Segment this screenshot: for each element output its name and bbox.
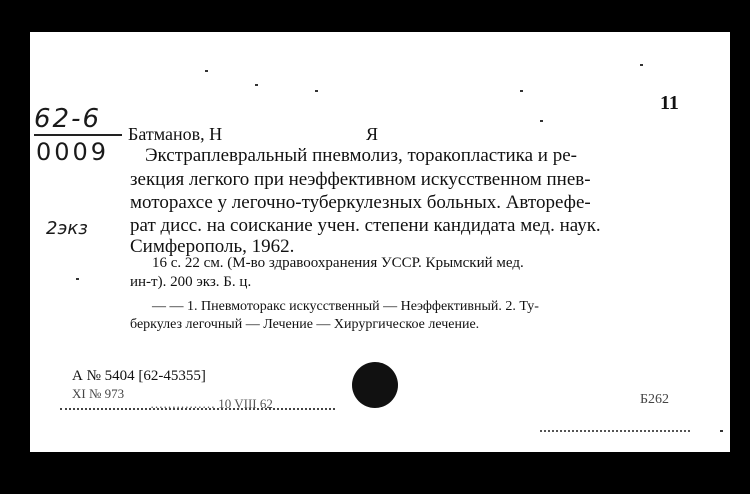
speck <box>540 120 543 122</box>
imprint-line-2: ин-т). 200 экз. Б. ц. <box>130 274 252 290</box>
margin-note: 2экз <box>46 218 88 239</box>
title-line-3: моторахсе у легочно-туберкулезных больных. Авторефе- <box>130 192 591 213</box>
title-line-1: Экстраплевральный пневмолиз, торакопластика и ре- <box>145 145 577 166</box>
title-line-2: зекция легкого при неэффективном искусственном пнев- <box>130 169 591 190</box>
class-mark: XI № 973 <box>72 386 125 401</box>
bottom-faded-line: …………… 10 VIII 62 <box>150 396 273 411</box>
ink-blot <box>352 362 398 408</box>
dotted-rule-right <box>540 430 690 432</box>
title-line-5: Симферополь, 1962. <box>130 236 295 257</box>
speck <box>205 70 208 72</box>
speck <box>255 84 258 86</box>
imprint-line-1: 16 с. 22 см. (М-во здравоохранения УССР. Крымский мед. <box>152 255 524 271</box>
shelf-mark-bottom: 0009 <box>36 138 110 166</box>
title-line-4: рат дисс. на соискание учен. степени кандидата мед. наук. <box>130 215 601 236</box>
shelf-mark-top: 62-6 <box>34 104 102 134</box>
speck <box>315 90 318 92</box>
dotted-rule <box>60 408 335 410</box>
speck <box>520 90 523 92</box>
author: Батманов, Н <box>128 124 223 144</box>
accession-number: А № 5404 [62-45355] <box>72 368 206 384</box>
speck <box>76 278 79 280</box>
author-initial: Я <box>366 124 379 144</box>
speck <box>720 430 723 432</box>
corner-mark: Б262 <box>640 392 670 407</box>
underline-mark <box>34 134 122 136</box>
subjects-line-1: — — 1. Пневмоторакс искусственный — Неэффективный. 2. Ту- <box>152 299 539 314</box>
page-number: 11 <box>660 92 679 114</box>
subjects-line-2: беркулез легочный — Лечение — Хирургическое лечение. <box>130 317 480 332</box>
speck <box>640 64 643 66</box>
